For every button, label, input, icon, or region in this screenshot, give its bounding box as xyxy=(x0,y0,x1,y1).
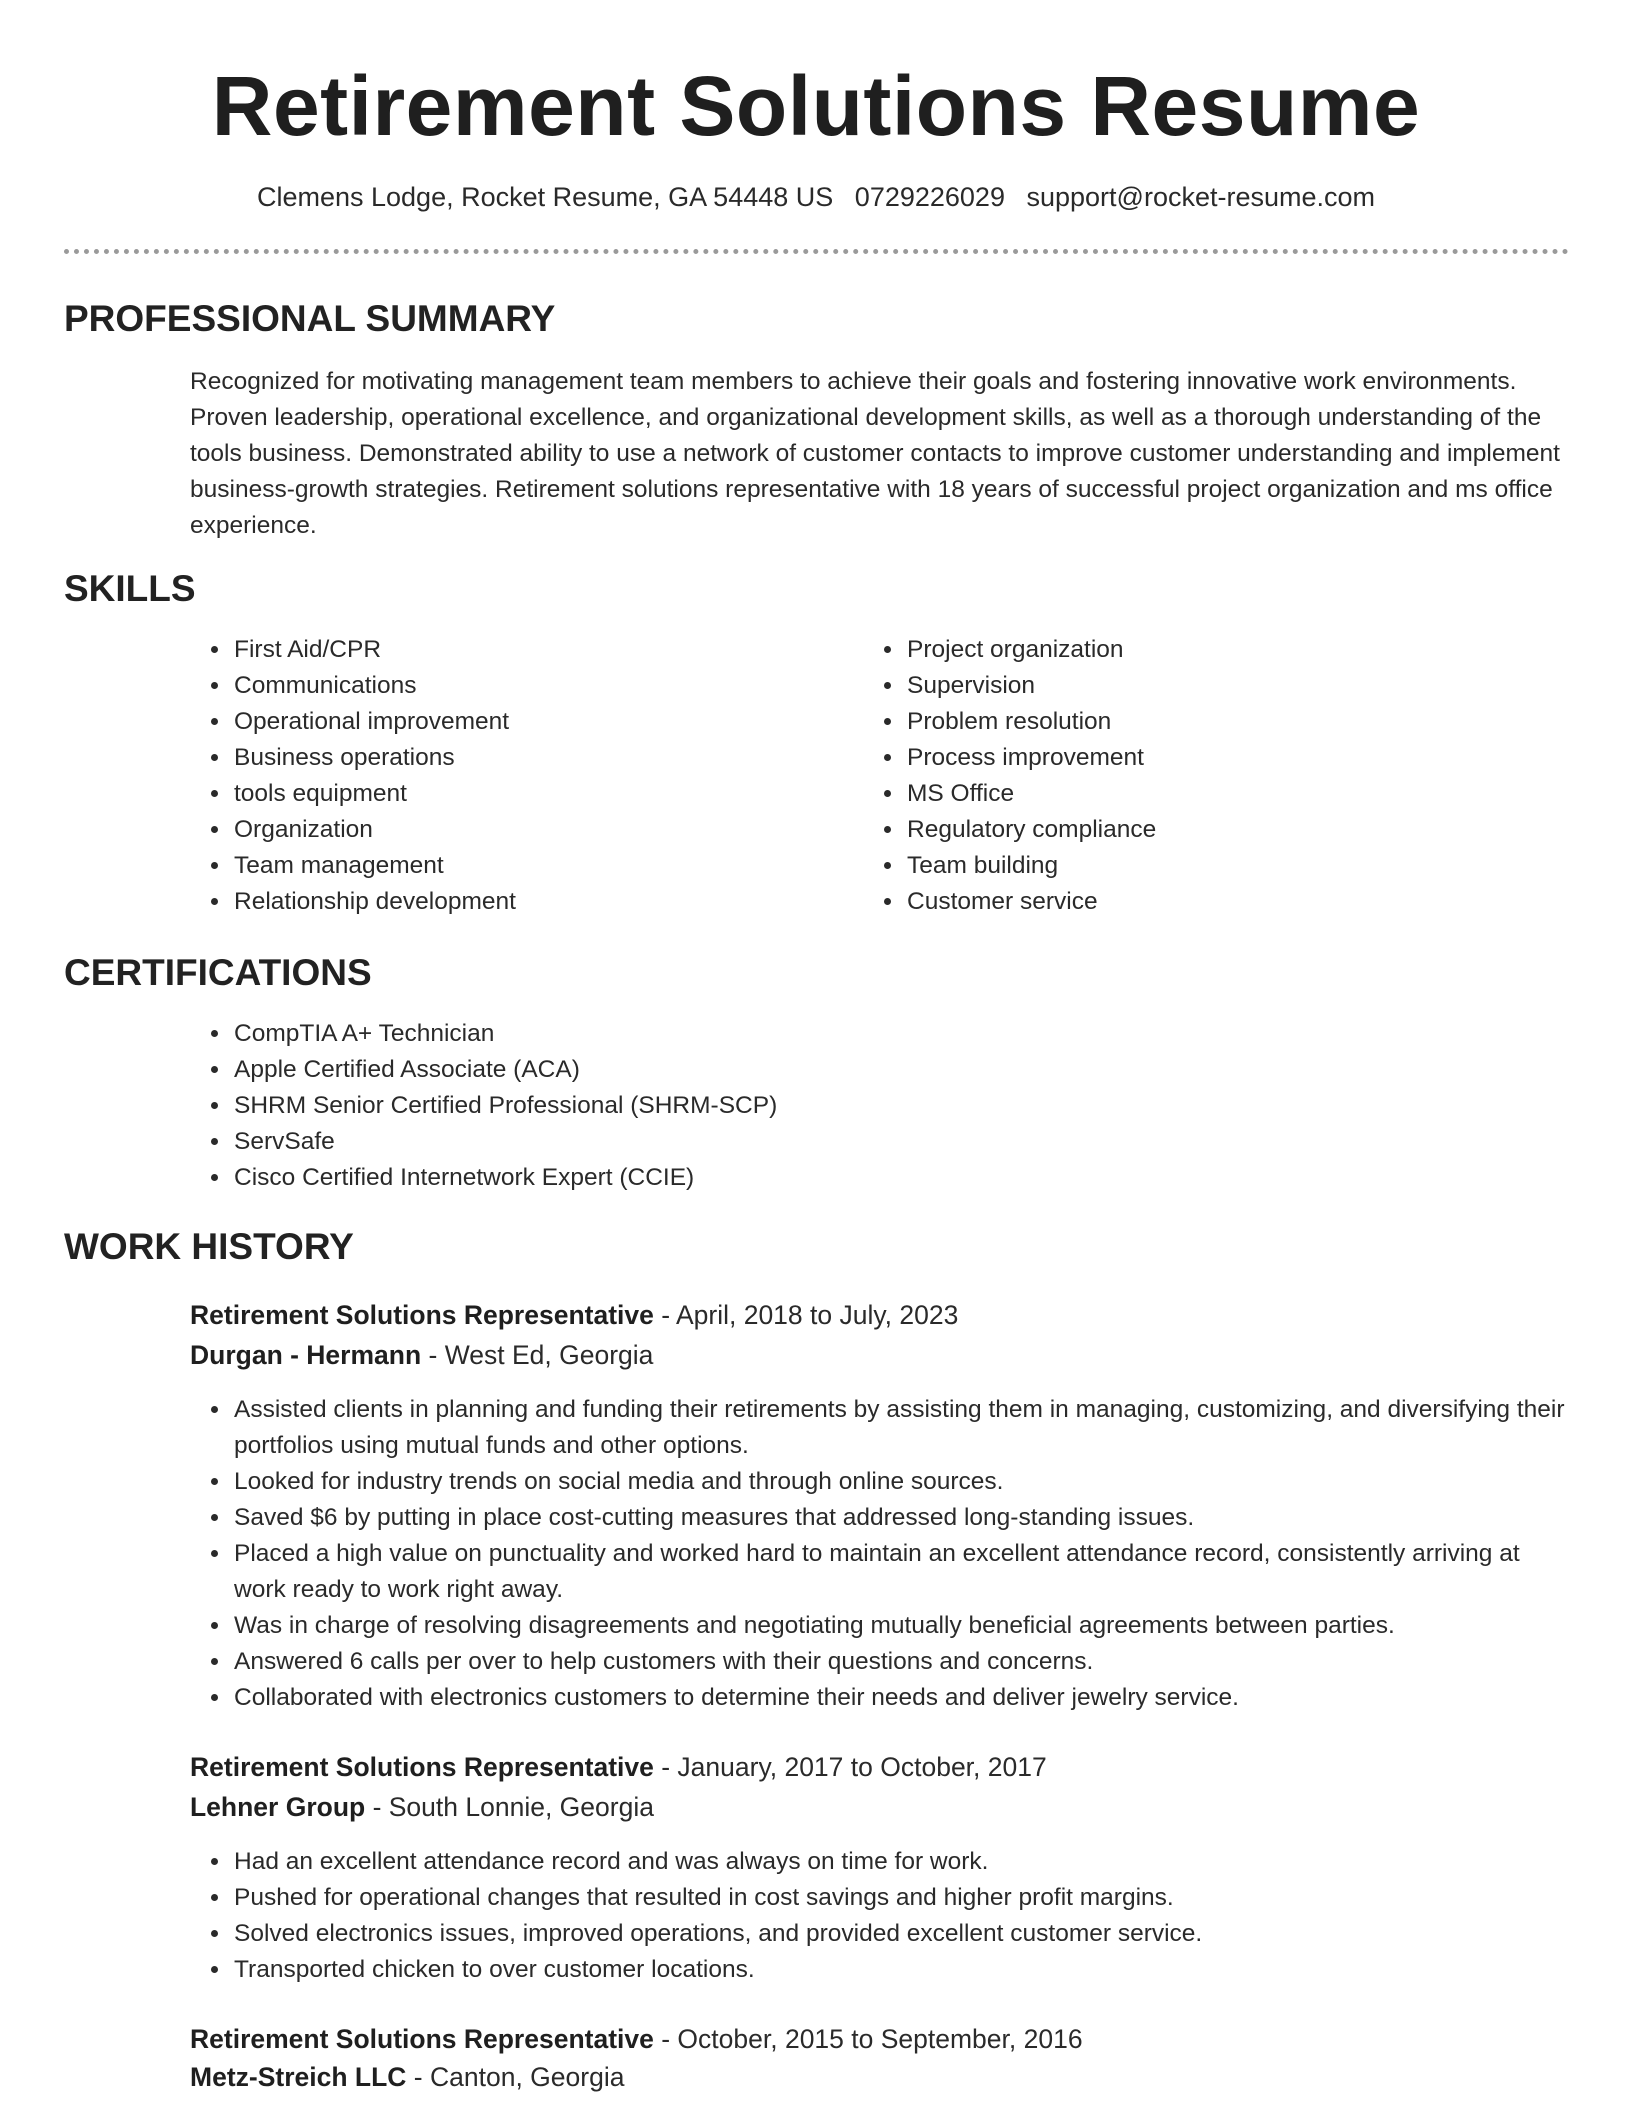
job-role: Retirement Solutions Representative xyxy=(190,2024,654,2054)
job-role-line xyxy=(190,2024,1083,2055)
work-history-heading: WORK HISTORY xyxy=(64,1226,354,1267)
skill-item: • tools equipment xyxy=(232,776,852,812)
summary-text: Recognized for motivating management team members to achieve their goals and fostering innovative work environments. Proven leadership, operational excellence, and organizational development skills, as well as a thorough understanding of the tools business. Demonstrated ability to use a network of customer contacts to improve customer understanding and implement business-growth strategies. Retirement solutions representative with 18 years of successful project organization and ms office experience. xyxy=(190,368,1560,539)
job-bullet: • Looked for industry trends on social media and through online sources. xyxy=(232,1464,1570,1500)
job-company: Lehner Group xyxy=(190,1792,366,1822)
skill-item: • Team building xyxy=(905,848,1525,884)
skill-item: • Relationship development xyxy=(232,884,852,920)
certifications-list xyxy=(190,1016,1432,1196)
skill-item: • MS Office xyxy=(905,776,1525,812)
resume-title: Retirement Solutions Resume xyxy=(211,59,1421,153)
job-company: Durgan - Hermann xyxy=(190,1340,422,1370)
job-bullets xyxy=(190,1392,1570,1716)
job-role-line xyxy=(190,1752,1047,1783)
certification-item: • Cisco Certified Internetwork Expert (CCIE) xyxy=(232,1160,1432,1196)
skill-item: • Process improvement xyxy=(905,740,1525,776)
skill-item: • Supervision xyxy=(905,668,1525,704)
job-dates: - October, 2015 to September, 2016 xyxy=(653,2024,1083,2054)
job-company-line xyxy=(190,1340,653,1371)
job-company: Metz-Streich LLC xyxy=(190,2062,407,2092)
job-location: - Canton, Georgia xyxy=(406,2062,625,2092)
job-bullet: • Saved $6 by putting in place cost-cutting measures that addressed long-standing issues. xyxy=(232,1500,1570,1536)
certifications-heading: CERTIFICATIONS xyxy=(64,952,372,993)
job-bullet: • Assisted clients in planning and funding their retirements by assisting them in managing, customizing, and diversifying their portfolios using mutual funds and other options. xyxy=(232,1392,1570,1464)
job-role-line xyxy=(190,1300,958,1331)
contact-email: support@rocket-resume.com xyxy=(1026,182,1376,212)
job-role: Retirement Solutions Representative xyxy=(190,1300,654,1330)
skill-item: • Problem resolution xyxy=(905,704,1525,740)
skill-item: • Operational improvement xyxy=(232,704,852,740)
summary-heading: PROFESSIONAL SUMMARY xyxy=(64,298,556,339)
header-divider xyxy=(64,249,1569,254)
job-bullet: • Pushed for operational changes that resulted in cost savings and higher profit margins. xyxy=(232,1880,1570,1916)
certification-item: • CompTIA A+ Technician xyxy=(232,1016,1432,1052)
job-location: - South Lonnie, Georgia xyxy=(365,1792,654,1822)
skill-item: • First Aid/CPR xyxy=(232,632,852,668)
job-bullet: • Solved electronics issues, improved operations, and provided excellent customer service. xyxy=(232,1916,1570,1952)
job-dates: - January, 2017 to October, 2017 xyxy=(653,1752,1047,1782)
skill-item: • Customer service xyxy=(905,884,1525,920)
job-location: - West Ed, Georgia xyxy=(421,1340,654,1370)
certification-item: • Apple Certified Associate (ACA) xyxy=(232,1052,1432,1088)
job-dates: - April, 2018 to July, 2023 xyxy=(653,1300,959,1330)
certification-item: • ServSafe xyxy=(232,1124,1432,1160)
contact-address: Clemens Lodge, Rocket Resume, GA 54448 US xyxy=(256,182,834,212)
job-company-line xyxy=(190,2062,624,2093)
skill-item: • Business operations xyxy=(232,740,852,776)
job-role: Retirement Solutions Representative xyxy=(190,1752,654,1782)
skills-heading: SKILLS xyxy=(64,568,196,609)
skill-item: • Communications xyxy=(232,668,852,704)
contact-line xyxy=(0,182,1632,213)
job-bullets xyxy=(190,1844,1570,1988)
skills-list-left xyxy=(190,632,852,920)
job-bullet: • Collaborated with electronics customers to determine their needs and deliver jewelry service. xyxy=(232,1680,1570,1716)
skills-list-right xyxy=(863,632,1525,920)
skill-item: • Team management xyxy=(232,848,852,884)
job-company-line xyxy=(190,1792,654,1823)
job-bullet: • Answered 6 calls per over to help customers with their questions and concerns. xyxy=(232,1644,1570,1680)
skill-item: • Project organization xyxy=(905,632,1525,668)
job-bullet: • Placed a high value on punctuality and worked hard to maintain an excellent attendance record, consistently arriving at work ready to work right away. xyxy=(232,1536,1570,1608)
job-bullet: • Had an excellent attendance record and was always on time for work. xyxy=(232,1844,1570,1880)
job-bullet: • Transported chicken to over customer locations. xyxy=(232,1952,1570,1988)
contact-phone: 0729226029 xyxy=(854,182,1005,212)
skill-item: • Regulatory compliance xyxy=(905,812,1525,848)
job-bullet: • Was in charge of resolving disagreements and negotiating mutually beneficial agreements between parties. xyxy=(232,1608,1570,1644)
certification-item: • SHRM Senior Certified Professional (SHRM-SCP) xyxy=(232,1088,1432,1124)
skill-item: • Organization xyxy=(232,812,852,848)
